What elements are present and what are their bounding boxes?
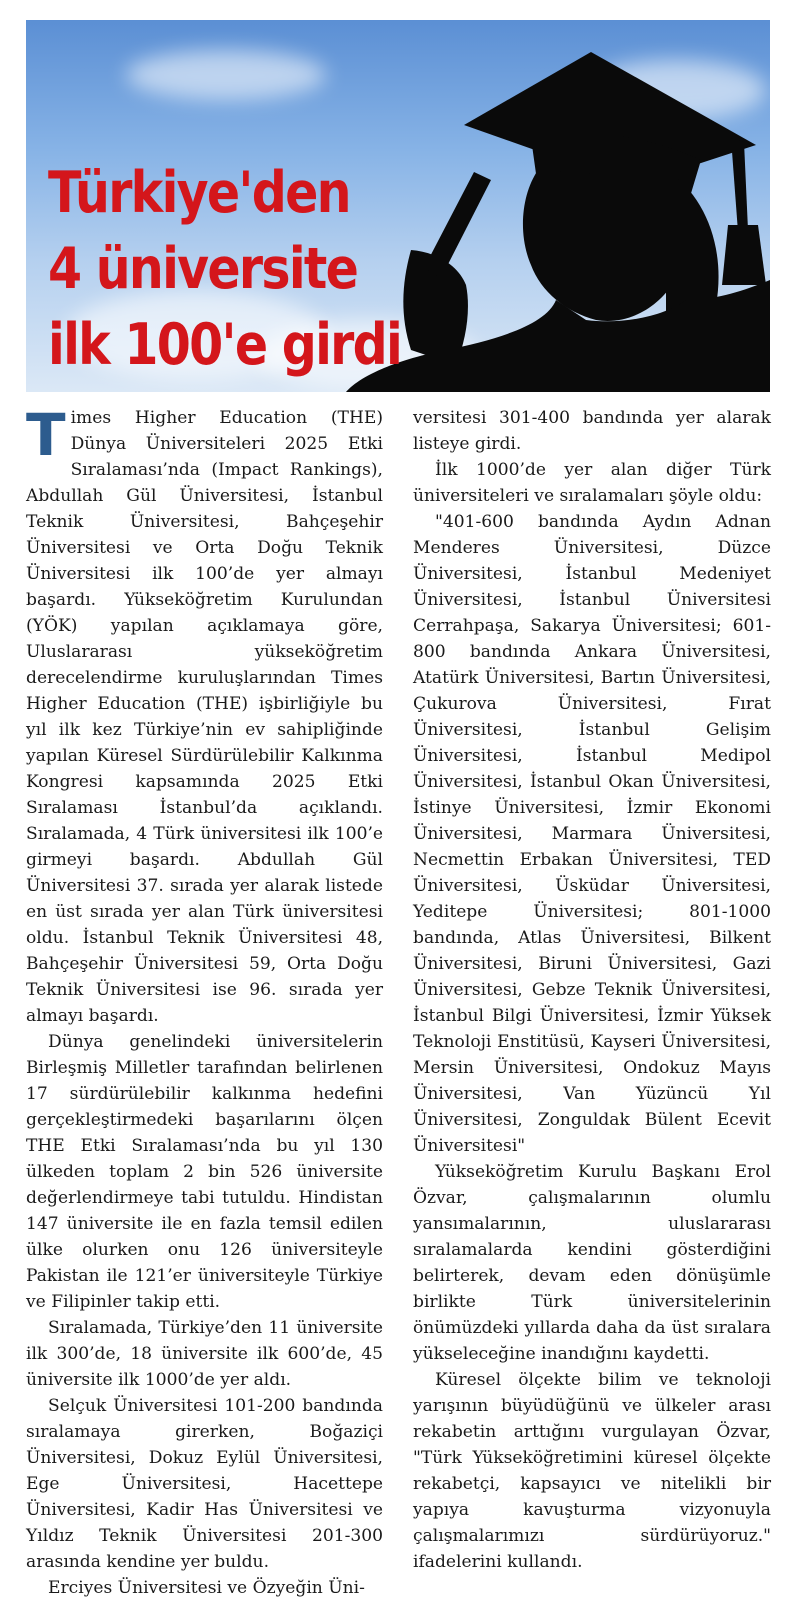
hero-image [26, 20, 770, 392]
article-column-2 [413, 405, 771, 1575]
article-paragraph: Yükseköğretim Kurulu Başkanı Erol Özvar, çalışmalarının olumlu yansımalarının, uluslararası sıralamalarda kendini gösterdiğini belirterek, devam eden dönüşümle birlikte Türk üniversitelerinin önümüzdeki yıllarda daha da üst sıralara yükseleceğine inandığını kaydetti. [413, 1162, 771, 1364]
headline-line-1: Türkiye'den [48, 160, 350, 226]
headline-line-2: 4 üniversite [48, 236, 358, 302]
article-paragraph: Selçuk Üniversitesi 101-200 bandında sıralamaya girerken, Boğaziçi Üniversitesi, Dokuz Eylül Üniversitesi, Ege Üniversitesi, Hacettepe Üniversitesi, Kadir Has Üniversitesi ve Yıldız Teknik Üniversitesi 201-300 arasında kendine yer buldu. [26, 1396, 383, 1572]
article-column-1 [26, 401, 383, 1601]
article-paragraph: Küresel ölçekte bilim ve teknoloji yarışının büyüdüğünü ve ülkeler arası rekabetin arttığını vurgulayan Özvar, "Türk Yükseköğretimini küresel ölçekte rekabetçi, kapsayıcı ve nitelikli bir yapıya kavuşturma vizyonuyla çalışmalarımızı sürdürüyoruz." ifadelerini kullandı. [413, 1370, 771, 1572]
headline [48, 155, 401, 383]
drop-cap: T [26, 401, 66, 469]
article-paragraph: Dünya genelindeki üniversitelerin Birleşmiş Milletler tarafından belirlenen 17 sürdürülebilir kalkınma hedefini gerçekleştirmedeki başarılarını ölçen THE Etki Sıralaması’nda bu yıl 130 ülkeden toplam 2 bin 526 üniversite değerlendirmeye tabi tutuldu. Hindistan 147 üniversite ile en fazla temsil edilen ülke olurken onu 126 üniversiteyle Pakistan ile 121’er üniversiteyle Türkiye ve Filipinler takip etti. [26, 1032, 383, 1312]
headline-line-3: ilk 100'e girdi [48, 312, 402, 378]
article-paragraph: "401-600 bandında Aydın Adnan Menderes Üniversitesi, Düzce Üniversitesi, İstanbul Medeniyet Üniversitesi, İstanbul Üniversitesi Cerrahpaşa, Sakarya Üniversitesi; 601-800 bandında Ankara Üniversitesi, Atatürk Üniversitesi, Bartın Üniversitesi, Çukurova Üniversitesi, Fırat Üniversitesi, İstanbul Gelişim Üniversitesi, İstanbul Medipol Üniversitesi, İstanbul Okan Üniversitesi, İstinye Üniversitesi, İzmir Ekonomi Üniversitesi, Marmara Üniversitesi, Necmettin Erbakan Üniversitesi, TED Üniversitesi, Üsküdar Üniversitesi, Yeditepe Üniversitesi; 801-1000 bandında, Atlas Üniversitesi, Bilkent Üniversitesi, Biruni Üniversitesi, Gazi Üniversitesi, Gebze Teknik Üniversitesi, İstanbul Bilgi Üniversitesi, İzmir Yüksek Teknoloji Enstitüsü, Kayseri Üniversitesi, Mersin Üniversitesi, Ondokuz Mayıs Üniversitesi, Van Yüzüncü Yıl Üniversitesi, Zonguldak Bülent Ecevit Üniversitesi" [413, 512, 771, 1156]
article-paragraph: Erciyes Üniversitesi ve Özyeğin Üni- [48, 1578, 365, 1598]
article-paragraph: Times Higher Education (THE) Dünya Üniversiteleri 2025 Etki Sıralaması’nda (Impact Rankings), Abdullah Gül Üniversitesi, İstanbul Teknik Üniversitesi, Bahçeşehir Üniversitesi ve Orta Doğu Teknik Üniversitesi ilk 100’de yer almayı başardı. Yükseköğretim Kurulundan (YÖK) yapılan açıklamaya göre, Uluslararası yükseköğretim derecelendirme kuruluşlarından Times Higher Education (THE) işbirliğiyle bu yıl ilk kez Türkiye’nin ev sahipliğinde yapılan Küresel Sürdürülebilir Kalkınma Kongresi kapsamında 2025 Etki Sıralaması İstanbul’da açıklandı. Sıralamada, 4 Türk üniversitesi ilk 100’e girmeyi başardı. Abdullah Gül Üniversitesi 37. sırada yer alarak listede en üst sırada yer alan Türk üniversitesi oldu. İstanbul Teknik Üniversitesi 48, Bahçeşehir Üniversitesi 59, Orta Doğu Teknik Üniversitesi ise 96. sırada yer almayı başardı. [26, 401, 383, 1026]
article-paragraph: versitesi 301-400 bandında yer alarak listeye girdi. [413, 408, 771, 454]
article-paragraph: İlk 1000’de yer alan diğer Türk üniversiteleri ve sıralamaları şöyle oldu: [413, 460, 771, 506]
article-paragraph: Sıralamada, Türkiye’den 11 üniversite ilk 300’de, 18 üniversite ilk 600’de, 45 üniversite ilk 1000’de yer aldı. [26, 1318, 383, 1390]
